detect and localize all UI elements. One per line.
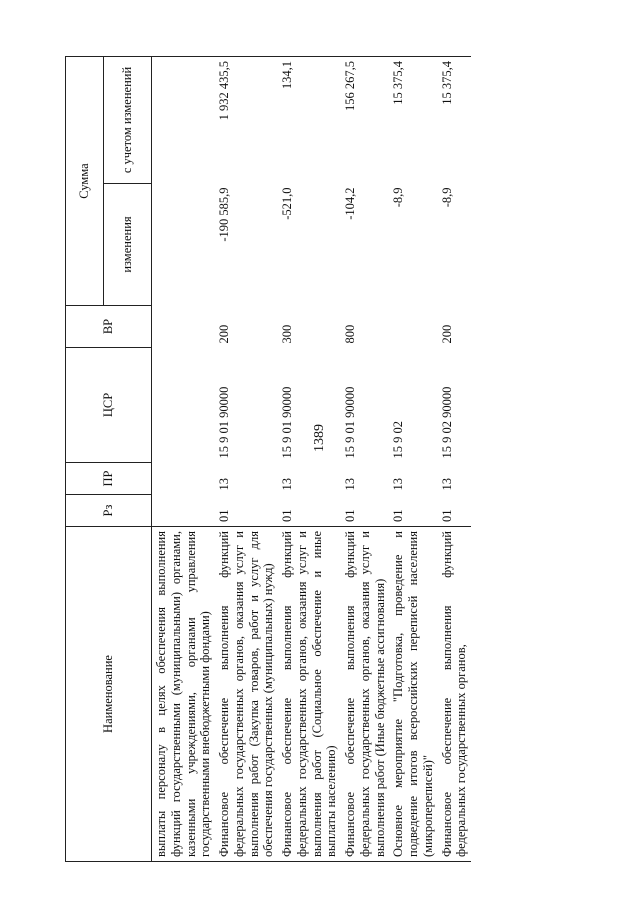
- row-vr: 200: [217, 324, 231, 344]
- row-pr: 13: [391, 478, 406, 491]
- row-total: [152, 57, 216, 184]
- row-pr: 13: [343, 478, 357, 491]
- row-vr: 200: [439, 324, 454, 344]
- row-change: [152, 184, 216, 306]
- table-row: [389, 57, 437, 862]
- page-number-text: 1389: [312, 424, 327, 452]
- header-sum: Сумма: [66, 57, 104, 306]
- row-total: 156 267,5: [341, 57, 389, 184]
- row-rz: 01: [391, 509, 406, 522]
- table-row: [152, 57, 216, 862]
- table-row: [438, 57, 472, 862]
- row-rz: 01: [343, 509, 357, 522]
- row-vr: 800: [343, 324, 357, 344]
- row-change: -8,9: [439, 187, 454, 208]
- row-name: выплаты персоналу в целях обеспечения выполнения функций государственными (муниципальными) органами, казенными учреждениями, органами управления государственными внебюджетными фондами): [152, 527, 216, 862]
- header-change: изменения: [104, 184, 152, 306]
- row-name: Финансовое обеспечение выполнения функций федеральных государственных органов, оказания услуг и выполнения работ (Социальное обеспечение и иные выплаты населению): [278, 527, 341, 862]
- row-csr: 15 9 01 90000: [217, 386, 231, 459]
- header-csr: ЦСР: [66, 348, 152, 463]
- header-rz: Рз: [66, 495, 152, 527]
- row-rz: 01: [217, 509, 231, 522]
- row-change: -190 585,9: [217, 187, 231, 242]
- row-csr: 15 9 01 90000: [343, 386, 357, 459]
- table-row: [278, 57, 341, 862]
- row-name: Финансовое обеспечение выполнения функций федеральных государственных органов,: [438, 527, 472, 862]
- row-rz: [152, 495, 216, 527]
- row-total: 15 375,4: [438, 57, 472, 184]
- header-vr: ВР: [66, 306, 152, 348]
- table-body: [152, 57, 472, 862]
- row-change: -104,2: [343, 187, 357, 220]
- header-name: Наименование: [66, 527, 152, 862]
- row-total: 1 932 435,5: [215, 57, 278, 184]
- row-name: Финансовое обеспечение выполнения функций федеральных государственных органов, оказания услуг и выполнения работ (Иные бюджетные ассигнования): [341, 527, 389, 862]
- row-pr: 13: [217, 478, 231, 491]
- table-row: [215, 57, 278, 862]
- rotated-table-container: [65, 57, 605, 862]
- row-pr: [152, 463, 216, 495]
- row-name: Финансовое обеспечение выполнения функций федеральных государственных органов, оказания услуг и выполнения работ (Закупка товаров, работ и услуг для обеспечения государственных (муниципальных) нужд): [215, 527, 278, 862]
- row-vr: [152, 306, 216, 348]
- budget-table: [65, 56, 471, 862]
- header-with-changes: с учетом изменений: [104, 57, 152, 184]
- row-name: Основное мероприятие "Подготовка, проведение и подведение итогов всероссийских переписей населения (микропереписей)": [389, 527, 437, 862]
- row-rz: 01: [439, 509, 454, 522]
- row-csr: 15 9 01 90000: [280, 386, 294, 459]
- row-vr: 300: [280, 324, 294, 344]
- header-pr: ПР: [66, 463, 152, 495]
- row-change: -521,0: [280, 187, 294, 220]
- table-row: [341, 57, 389, 862]
- row-pr: 13: [439, 478, 454, 491]
- row-pr: 13: [280, 478, 294, 491]
- row-total: 15 375,4: [389, 57, 437, 184]
- row-csr: 15 9 02: [391, 421, 406, 459]
- row-csr: 15 9 02 90000: [439, 386, 454, 459]
- row-rz: 01: [280, 509, 294, 522]
- row-vr: [389, 306, 437, 348]
- row-total: 134,1: [278, 57, 341, 184]
- row-csr: [152, 348, 216, 463]
- row-change: -8,9: [391, 187, 406, 208]
